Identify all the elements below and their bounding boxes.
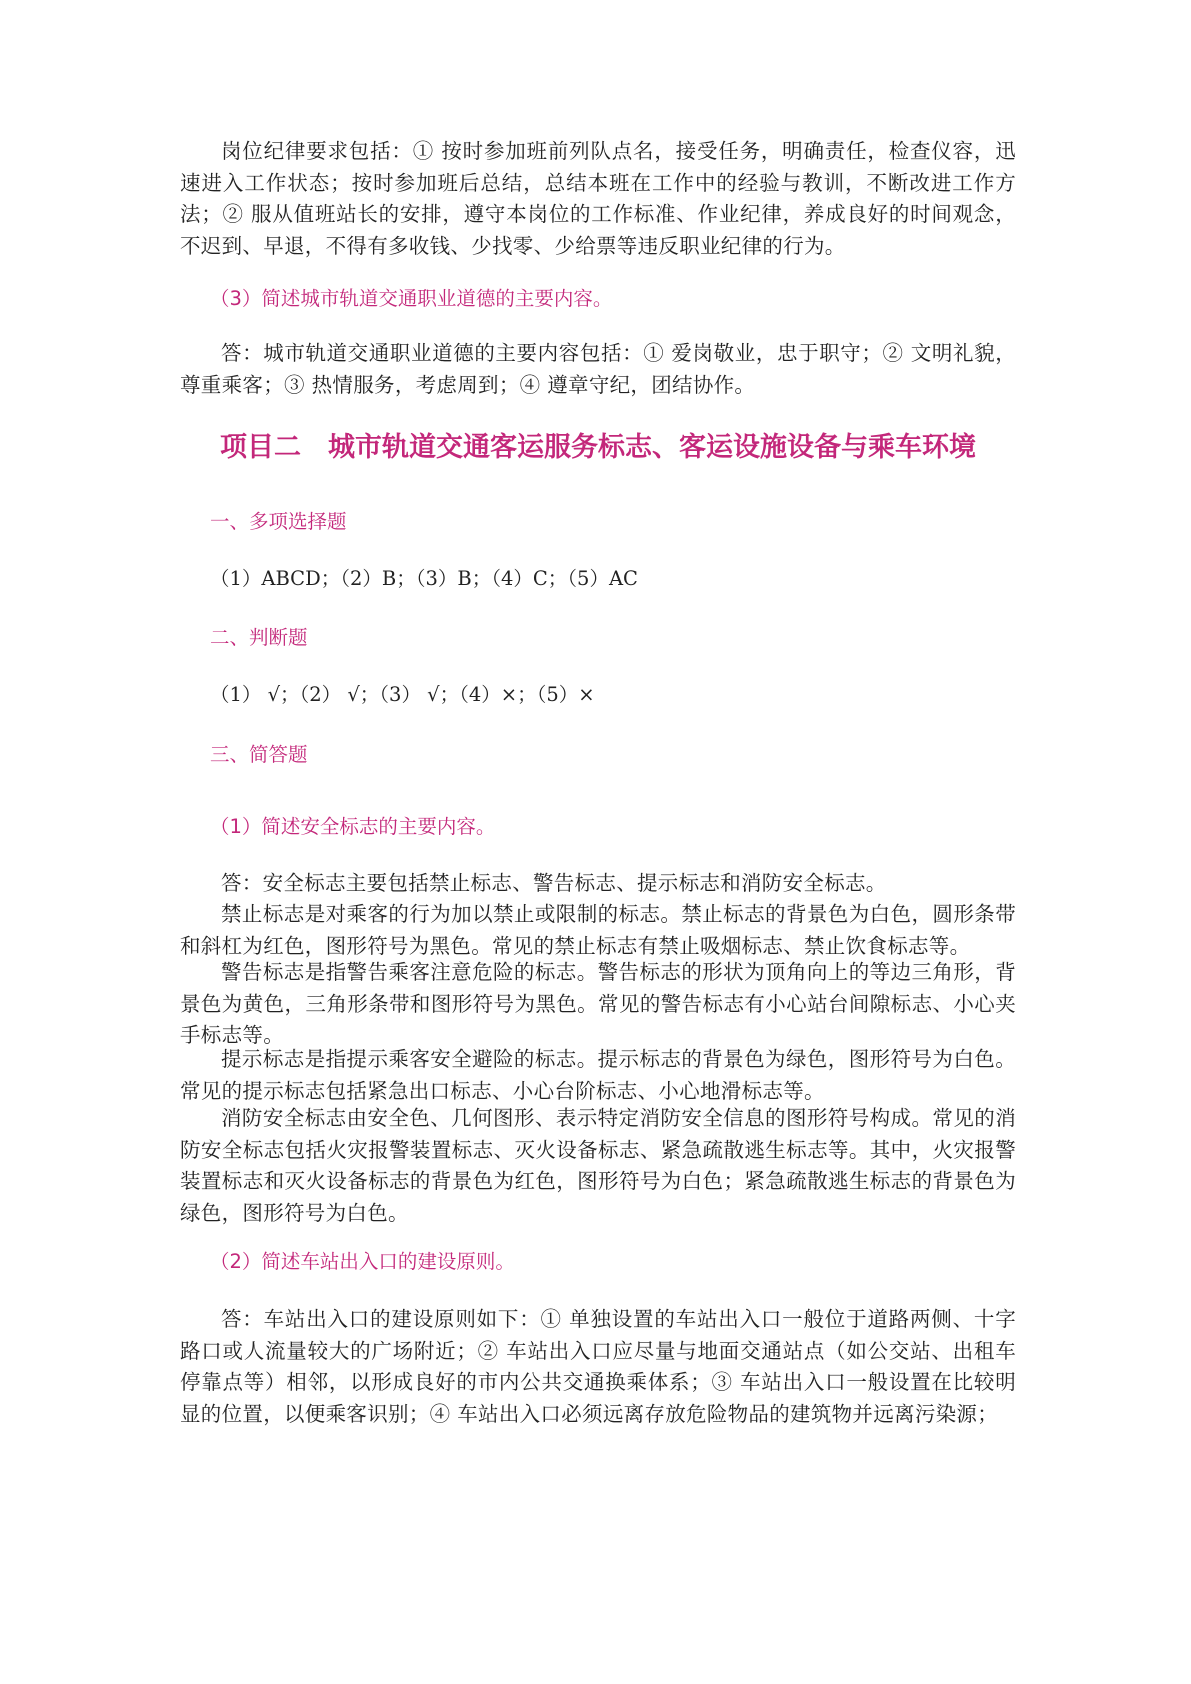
q1-answer-para-4: 提示标志是指提示乘客安全避险的标志。提示标志的背景色为绿色，图形符号为白色。常见的提示标志包括紧急出口标志、小心台阶标志、小心地滑标志等。 <box>180 1047 1016 1103</box>
q1-answer-para-2: 禁止标志是对乘客的行为加以禁止或限制的标志。禁止标志的背景色为白色，圆形条带和斜杠为红色，图形符号为黑色。常见的禁止标志有禁止吸烟标志、禁止饮食标志等。 <box>180 902 1016 958</box>
q1-answer-para-3: 警告标志是指警告乘客注意危险的标志。警告标志的形状为顶角向上的等边三角形，背景色为黄色，三角形条带和图形符号为黑色。常见的警告标志有小心站台间隙标志、小心夹手标志等。 <box>180 960 1016 1047</box>
question-3-answer: 答：城市轨道交通职业道德的主要内容包括：① 爱岗敬业，忠于职守；② 文明礼貌，尊重乘客；③ 热情服务，考虑周到；④ 遵章守纪，团结协作。 <box>180 341 1016 397</box>
short-answer-heading: 三、简答题 <box>210 743 308 766</box>
true-false-heading: 二、判断题 <box>210 626 308 649</box>
short-answer-q1-title: （1）简述安全标志的主要内容。 <box>210 815 496 838</box>
project-2-title: 项目二 城市轨道交通客运服务标志、客运设施设备与乘车环境 <box>220 432 976 463</box>
question-3-title: （3）简述城市轨道交通职业道德的主要内容。 <box>210 287 613 310</box>
discipline-paragraph: 岗位纪律要求包括：① 按时参加班前列队点名，接受任务，明确责任，检查仪容，迅速进入工作状态；按时参加班后总结，总结本班在工作中的经验与教训，不断改进工作方法；② 服从值班站长的安排，遵守本岗位的工作标准、作业纪律，养成良好的时间观念，不迟到、早退，不得有多收钱、少找零、少给票等违反职业纪律的行为。 <box>180 139 1016 258</box>
q2-answer: 答：车站出入口的建设原则如下：① 单独设置的车站出入口一般位于道路两侧、十字路口或人流量较大的广场附近；② 车站出入口应尽量与地面交通站点（如公交站、出租车停靠点等）相邻，以形成良好的市内公共交通换乘体系；③ 车站出入口一般设置在比较明显的位置，以便乘客识别；④ 车站出入口必须远离存放危险物品的建筑物并远离污染源； <box>180 1307 1016 1426</box>
short-answer-q2-title: （2）简述车站出入口的建设原则。 <box>210 1250 515 1273</box>
q1-answer-para-5: 消防安全标志由安全色、几何图形、表示特定消防安全信息的图形符号构成。常见的消防安全标志包括火灾报警装置标志、灭火设备标志、紧急疏散逃生标志等。其中，火灾报警装置标志和灭火设备标志的背景色为红色，图形符号为白色；紧急疏散逃生标志的背景色为绿色，图形符号为白色。 <box>180 1106 1016 1225</box>
q1-answer-para-1: 答：安全标志主要包括禁止标志、警告标志、提示标志和消防安全标志。 <box>221 871 887 895</box>
multi-choice-answers: （1）ABCD；（2）B；（3）B；（4）C；（5）AC <box>210 567 638 590</box>
multi-choice-heading: 一、多项选择题 <box>210 510 347 533</box>
true-false-answers: （1） √；（2） √；（3） √；（4）×；（5）× <box>210 683 595 706</box>
